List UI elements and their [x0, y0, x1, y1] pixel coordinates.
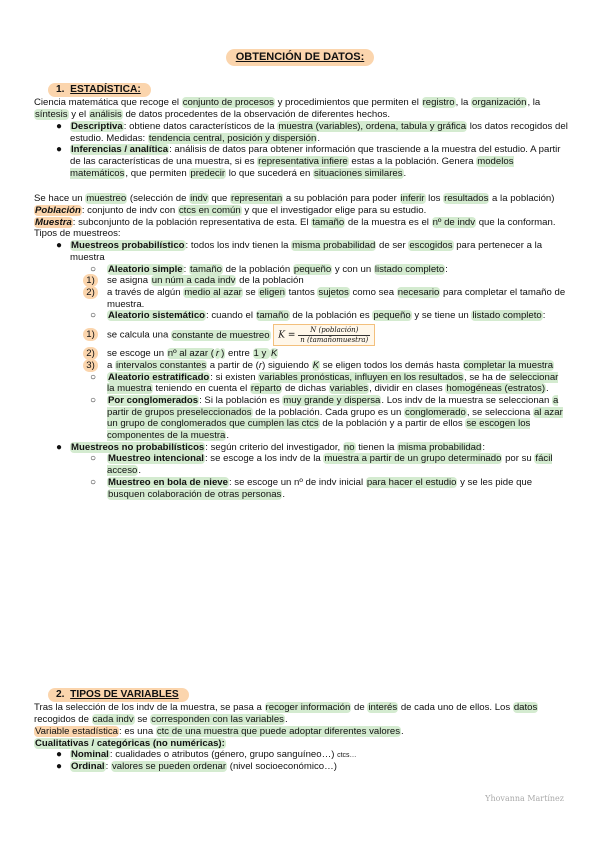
step-simple-2: 2) a través de algún medio al azar se eligen tantos sujetos como sea necesario para completar el tamaño de muestra. — [34, 287, 568, 310]
list-item-intencional: ○ Muestreo intencional: se escoge a los indv de la muestra a partir de un grupo determinado por su fácil acceso. — [90, 453, 553, 477]
title-wrap — [0, 49, 600, 66]
section-heading-text: ESTADÍSTICA: — [70, 84, 141, 95]
section-number: 1. — [56, 84, 65, 95]
section-tipos-variables — [34, 688, 568, 773]
list-item-no-probabilistico: ● Muestreos no probabilísticos: según criterio del investigador, no tienen la misma probabilidad: — [56, 441, 486, 453]
list-item-nominal: ● Nominal: cualidades o atributos (género, grupo sanguíneo…) ctcs… — [56, 749, 357, 761]
list-item-aleatorio-sistematico: ○ Aleatorio sistemático: cuando el tamaño de la población es pequeño y se tiene un listado completo: — [90, 310, 546, 322]
section-heading-text: TIPOS DE VARIABLES — [70, 689, 179, 700]
section-estadistica — [34, 83, 568, 500]
list-item-ordinal: ● Ordinal: valores se pueden ordenar (nivel socioeconómico…) — [56, 760, 337, 772]
cualitativas-list — [34, 749, 568, 772]
document-title: OBTENCIÓN DE DATOS: — [226, 49, 375, 66]
list-item-aleatorio-simple: ○ Aleatorio simple: tamaño de la población pequeño y con un listado completo: — [90, 263, 448, 275]
muestreo-paragraph: Se hace un muestreo (selección de indv que representan a su población para poder inferir los resultados a la población) — [34, 193, 555, 205]
variables-intro: Tras la selección de los indv de la muestra, se pasa a recoger información de interés de cada uno de ellos. Los datos recogidos de cada indv se corresponden con las variables. — [34, 702, 538, 726]
list-item-inferencias: ● Inferencias / analítica: análisis de datos para obtener información que trasciende a la muestra del estudio. A partir de las características de una muestra, si es representativa infiere estas a la población. Genera modelos matemáticos, que permiten predecir lo que sucederá en situaciones similares. — [56, 144, 561, 179]
list-item-probabilistico: ● Muestreos probabilístico: todos los indv tienen la misma probabilidad de ser escogidos para pertenecer a la muestra — [56, 240, 543, 263]
section-heading-2 — [48, 688, 189, 702]
list-item-aleatorio-estratificado: ○ Aleatorio estratificado: si existen variables pronósticas, influyen en los resultados, se ha de seleccionar la muestra teniendo en cuenta el reparto de dichas variables, dividir en clases homogéneas (estratos). — [90, 371, 559, 395]
section-heading-1 — [48, 83, 151, 97]
section-number: 2. — [56, 689, 65, 700]
list-item-descriptiva: ● Descriptiva: obtiene datos característicos de la muestra (variables), ordena, tabula y gráfica los datos recogidos del estudio. Medidas: tendencia central, posición y dispersión. — [56, 120, 568, 144]
formula-fraction: $\frac{\text{N (población)}}{\text{n (tamañomuestra)}}$ — [300, 326, 369, 344]
estadistica-types-list — [34, 121, 568, 180]
step-sistematico-1: 1) se calcula una constante de muestreo K = $\frac{\text{N (población)}}{\text{n (tamañomuestra)}}$ — [34, 324, 568, 346]
handwritten-note: ctcs… — [337, 752, 357, 760]
author-footer: Yhovanna Martínez — [485, 794, 564, 804]
muestra-definition: Muestra: subconjunto de la población representativa de esta. El tamaño de la muestra es el nº de indv que la conforman. Tipos de muestreos: — [34, 216, 556, 240]
list-item-bola-de-nieve: ○ Muestreo en bola de nieve: se escoge un nº de indv inicial para hacer el estudio y se les pide que busquen colaboración de otras personas. — [90, 476, 533, 500]
step-sistematico-2: 2) se escoge un nº al azar ( r ) entre 1 y K — [34, 348, 568, 360]
list-item-conglomerados: ○ Por conglomerados: Si la población es muy grande y dispersa. Los indv de la muestra se seleccionan a partir de grupos preseleccionados de la población. Cada grupo es un conglomerado, se selecciona al azar un grupo de conglomerados que cumplen las ctcs de la población y a partir de ellos se escogen los componentes de la muestra. — [90, 394, 563, 442]
variable-estadistica-definition: Variable estadística: es una ctc de una muestra que puede adoptar diferentes valores. — [35, 725, 404, 737]
muestreo-types-list — [34, 240, 568, 500]
estadistica-definition: Ciencia matemática que recoge el conjunto de procesos y procedimientos que permiten el registro, la organización, la síntesis y el análisis de datos procedentes de la observación de diferentes hechos. — [34, 97, 541, 121]
poblacion-definition: Población: conjunto de indv con ctcs en común y que el investigador elige para su estudio. — [35, 205, 427, 217]
step-sistematico-3: 3) a intervalos constantes a partir de (r) siguiendo K se eligen todos los demás hasta completar la muestra — [34, 360, 568, 372]
cualitativas-heading: Cualitativas / categóricas (no numéricas): — [35, 737, 225, 749]
constante-formula: K = $\frac{\text{N (población)}}{\text{n (tamañomuestra)}}$ — [273, 324, 375, 346]
step-simple-1: 1) se asigna un núm a cada indv de la población — [34, 275, 568, 287]
